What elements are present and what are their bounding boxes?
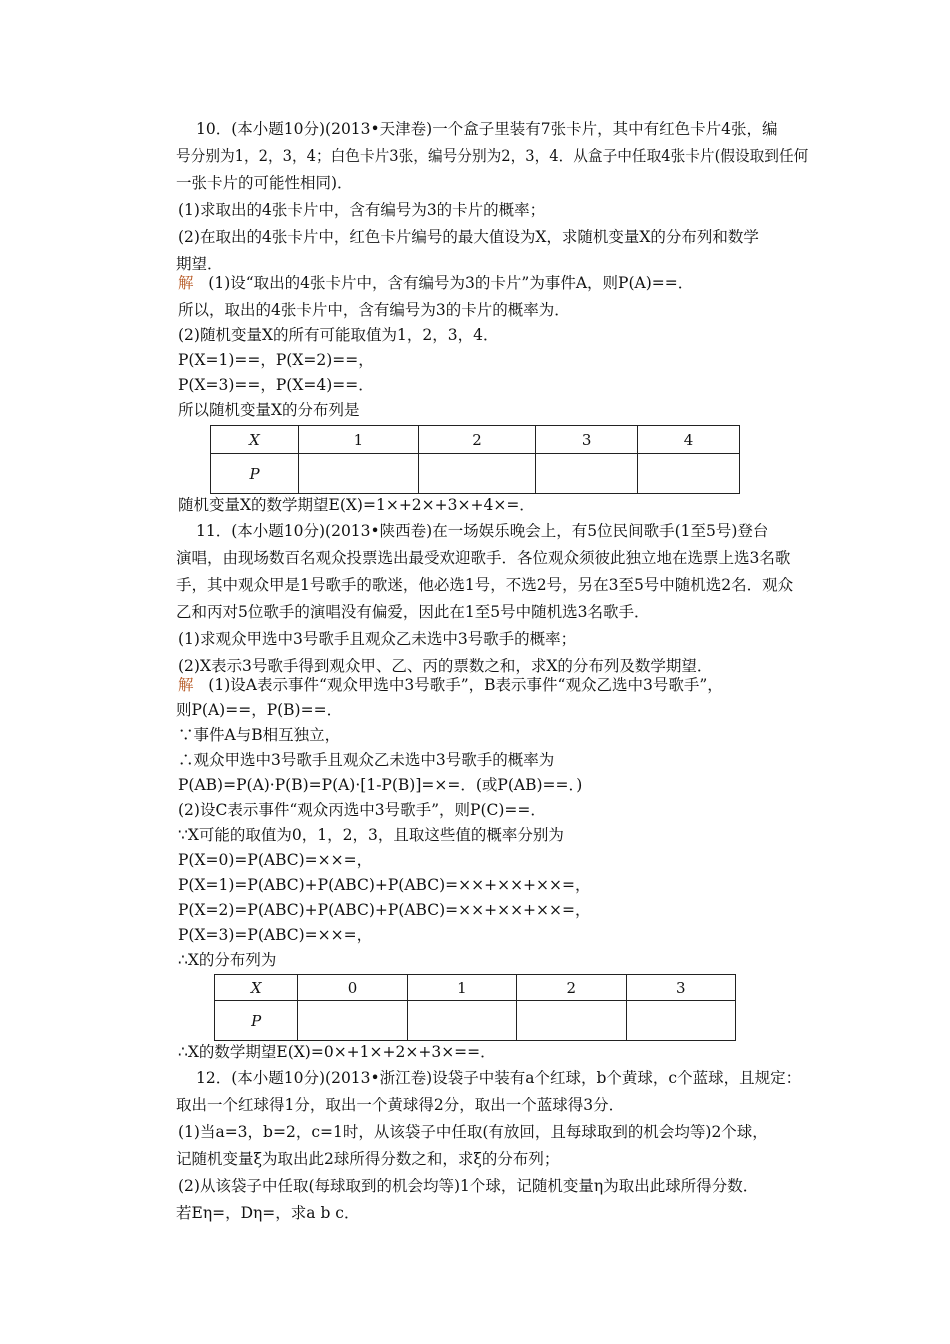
q11-solution-line-11: P(X=3)=P(ABC)=××=， — [178, 926, 373, 944]
q10-solution-line-4: P(X=1)==，P(X=2)==， — [178, 351, 374, 369]
q11-line-3: 手，其中观众甲是1号歌手的歌迷，他必选1号，不选2号，另在3至5号中随机选2名．观众 — [176, 576, 794, 594]
q10-solution-line-6: 所以随机变量X的分布列是 — [178, 401, 360, 419]
q11-line-2: 演唱，由现场数百名观众投票选出最受欢迎歌手．各位观众须彼此独立地在选票上选3名歌 — [176, 549, 791, 567]
table-row — [211, 454, 740, 494]
q10-line-5: (2)在取出的4张卡片中，红色卡片编号的最大值设为X，求随机变量X的分布列和数学 — [178, 228, 759, 246]
table-cell — [638, 454, 740, 494]
q11-solution-line-1 — [178, 675, 723, 695]
q10-line-4: (1)求取出的4张卡片中，含有编号为3的卡片的概率； — [178, 201, 546, 219]
q11-line-4: 乙和丙对5位歌手的演唱没有偏爱，因此在1至5号中随机选3名歌手． — [176, 603, 650, 621]
q12-line-4: 记随机变量ξ为取出此2球所得分数之和，求ξ的分布列； — [176, 1150, 560, 1168]
table-cell — [418, 454, 536, 494]
q11-solution-line-3: ∵事件A与B相互独立， — [178, 726, 341, 744]
q11-solution-line-7: ∵X可能的取值为0，1，2，3，且取这些值的概率分别为 — [178, 826, 564, 844]
q10-line-1: 10．(本小题10分)(2013•天津卷)一个盒子里装有7张卡片，其中有红色卡片4张，编 — [196, 120, 778, 138]
table-row — [215, 975, 736, 1001]
table-header-cell: 3 — [626, 975, 735, 1001]
table-header-cell: 0 — [298, 975, 407, 1001]
table-header-cell: 1 — [299, 426, 419, 454]
solution-label: 解 — [178, 676, 194, 694]
table-row-label: P — [211, 454, 299, 494]
table-row — [211, 426, 740, 454]
q10-solution-line-7: 随机变量X的数学期望E(X)=1×+2×+3×+4×=． — [178, 496, 535, 514]
q12-line-5: (2)从该袋子中任取(每球取到的机会均等)1个球，记随机变量η为取出此球所得分数． — [178, 1177, 759, 1195]
q11-solution-line-13: ∴X的数学期望E(X)=0×+1×+2×+3×==． — [178, 1043, 496, 1061]
q11-line-5: (1)求观众甲选中3号歌手且观众乙未选中3号歌手的概率； — [178, 630, 577, 648]
q11-solution-line-2: 则P(A)==，P(B)==． — [176, 701, 343, 719]
q11-solution-line-12: ∴X的分布列为 — [178, 951, 277, 969]
q10-solution-line-3: (2)随机变量X的所有可能取值为1，2，3，4． — [178, 326, 499, 344]
table-header-cell: X — [211, 426, 299, 454]
q10-solution-line-1 — [178, 273, 693, 293]
q10-line-6: 期望． — [176, 255, 223, 273]
q11-solution-line-10: P(X=2)=P(ABC)+P(ABC)+P(ABC)=××+××+××=， — [178, 901, 591, 919]
q12-line-6: 若Eη=，Dη=，求a b c． — [176, 1204, 360, 1222]
table-header-cell: 4 — [638, 426, 740, 454]
q12-line-2: 取出一个红球得1分，取出一个黄球得2分，取出一个蓝球得3分． — [176, 1096, 625, 1114]
q11-distribution-table — [214, 974, 736, 1041]
q10-solution-text-1: (1)设“取出的4张卡片中，含有编号为3的卡片”为事件A，则P(A)==． — [208, 274, 694, 292]
q10-line-3: 一张卡片的可能性相同)． — [176, 174, 353, 192]
q11-solution-line-5: P(AB)=P(A)·P(B)=P(A)·[1-P(B)]=×=．(或P(AB)==．) — [178, 776, 583, 794]
table-cell — [299, 454, 419, 494]
q10-line-2: 号分别为1，2，3，4；白色卡片3张，编号分别为2，3，4．从盒子中任取4张卡片(假设取到任何 — [176, 147, 809, 165]
q11-solution-line-4: ∴观众甲选中3号歌手且观众乙未选中3号歌手的概率为 — [178, 751, 555, 769]
q11-line-1: 11．(本小题10分)(2013•陕西卷)在一场娱乐晚会上，有5位民间歌手(1至5号)登台 — [196, 522, 769, 540]
table-row — [215, 1001, 736, 1041]
q11-solution-line-9: P(X=1)=P(ABC)+P(ABC)+P(ABC)=××+××+××=， — [178, 876, 591, 894]
q12-line-3: (1)当a=3，b=2，c=1时，从该袋子中任取(有放回，且每球取到的机会均等)2个球， — [178, 1123, 768, 1141]
table-header-cell: 1 — [407, 975, 516, 1001]
table-cell — [407, 1001, 516, 1041]
q11-solution-line-8: P(X=0)=P(ABC)=××=， — [178, 851, 373, 869]
table-header-cell: 3 — [536, 426, 638, 454]
q10-solution-line-2: 所以，取出的4张卡片中，含有编号为3的卡片的概率为． — [178, 301, 570, 319]
q12-line-1: 12．(本小题10分)(2013•浙江卷)设袋子中装有a个红球，b个黄球，c个蓝球，且规定： — [196, 1069, 802, 1087]
table-header-cell: 2 — [418, 426, 536, 454]
q11-solution-text-1: (1)设A表示事件“观众甲选中3号歌手”，B表示事件“观众乙选中3号歌手”， — [208, 676, 723, 694]
q11-line-6: (2)X表示3号歌手得到观众甲、乙、丙的票数之和，求X的分布列及数学期望． — [178, 657, 713, 675]
table-cell — [298, 1001, 407, 1041]
table-header-cell: X — [215, 975, 298, 1001]
q10-solution-line-5: P(X=3)==，P(X=4)==． — [178, 376, 374, 394]
table-cell — [536, 454, 638, 494]
q10-distribution-table — [210, 425, 740, 494]
table-header-cell: 2 — [517, 975, 626, 1001]
table-cell — [517, 1001, 626, 1041]
table-cell — [626, 1001, 735, 1041]
solution-label: 解 — [178, 274, 194, 292]
q11-solution-line-6: (2)设C表示事件“观众丙选中3号歌手”，则P(C)==． — [178, 801, 546, 819]
table-row-label: P — [215, 1001, 298, 1041]
